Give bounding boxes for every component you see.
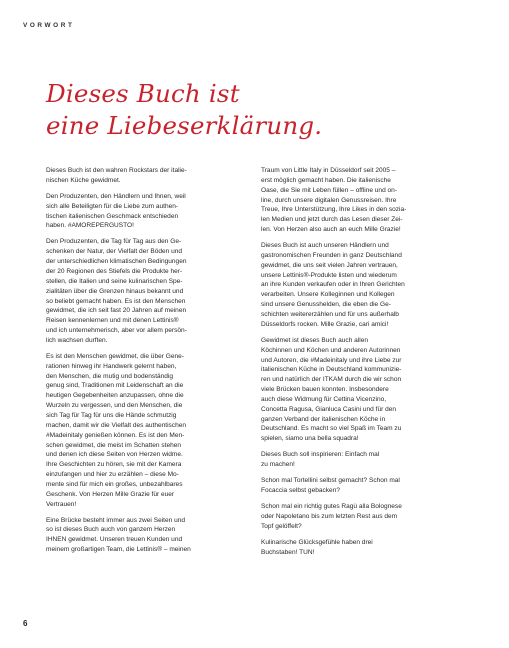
text-line: Oase, die Sie mit Leben füllen – offline und on- [261, 186, 397, 194]
text-line: so beliebt gemacht haben. Es ist den Menschen [46, 297, 186, 305]
title-line-1: Dieses Buch ist [46, 79, 240, 108]
paragraph [46, 352, 224, 510]
text-line: #Madeinitaly genießen können. Es ist den Men- [46, 431, 185, 439]
text-line: IHNEN gewidmet. Unseren treuen Kunden und [46, 536, 183, 544]
paragraph [261, 538, 441, 558]
text-line: machen, damit wir die Vielfalt des authentischen [46, 421, 186, 429]
text-line: der 20 Regionen des Stiefels die Produkte her- [46, 267, 183, 275]
title-line-2: eine Liebeserklärung. [46, 111, 323, 140]
text-line: Dieses Buch ist den wahren Rockstars der italie- [46, 167, 187, 174]
text-line: unsere Lettinis®-Produkte listen und wiederum [261, 271, 397, 279]
text-line: Reisen kennenlernen und mit denen Lettinis® [46, 317, 179, 325]
text-line: heutigen Gegebenheiten anzupassen, ohne die [46, 392, 184, 400]
text-column-left [46, 166, 224, 561]
text-line: ganzen Verband der italienischen Köche in [261, 415, 386, 423]
text-line: Köchinnen und Köchen und anderen Autorinnen [261, 346, 401, 354]
paragraph [46, 516, 224, 555]
text-line: zialitäten über die Grenzen hinaus bekannt und [46, 287, 184, 295]
page-title [46, 78, 322, 142]
text-line: der unterschiedlichen klimatischen Bedingungen [46, 258, 187, 266]
text-line: haben. #AMOREPERGUSTO! [46, 222, 134, 230]
text-line: genug sind, Traditionen mit Leidenschaft an die [46, 382, 184, 390]
text-line: line, durch unsere digitalen Genussreisen. Ihre [261, 196, 397, 204]
text-line: schenken der Natur, der Vielfalt der Böden und [46, 248, 182, 256]
text-line: Geschenk. Von Herzen Mille Grazie für euer [46, 490, 175, 498]
text-line: schen gewidmet, die meist im Schatten stehen [46, 441, 182, 449]
text-line: oder Napoletano bis zum letzten Rest aus dem [261, 512, 398, 520]
text-line: und ich unternehmerisch, aber vor allem persön- [46, 327, 187, 335]
text-line: stellen, die Italien und seine kulinarischen Spe- [46, 277, 183, 285]
text-line: rationen hinweg ihr Handwerk gelernt haben, [46, 362, 177, 370]
text-line: erst möglich gemacht haben. Die italienische [261, 176, 391, 184]
text-line: Concetta Ragusa, Gianluca Casini und für den [261, 405, 397, 413]
text-line: gewidmet, die ich seit fast 20 Jahren auf meinen [46, 307, 187, 315]
text-line: viele Brücken bauen konnten. Insbesondere [261, 386, 389, 394]
text-line: Focaccia selbst gebacken? [261, 487, 340, 495]
paragraph [261, 476, 441, 496]
text-line: gastronomischen Freunden in ganz Deutschland [261, 251, 402, 259]
text-line: Gewidmet ist dieses Buch auch allen [261, 336, 368, 344]
text-line: Deutschland. Es macht so viel Spaß im Team zu [261, 425, 402, 433]
page-number: 6 [23, 619, 28, 628]
text-line: Topf gelöffelt? [261, 522, 302, 530]
text-line: Wurzeln zu vergessen, und den Menschen, die [46, 402, 183, 410]
text-line: meinem großartigen Team, die Lettinis® – meinen [46, 546, 191, 554]
text-line: gewidmet, die uns seit vielen Jahren vertrauen, [261, 261, 398, 269]
text-column-right [261, 166, 441, 564]
text-line: spielen, siamo una bella squadra! [261, 435, 359, 443]
paragraph [261, 336, 441, 444]
text-line: ren und natürlich der ITKAM durch die wir schon [261, 376, 402, 384]
paragraph [46, 166, 224, 186]
text-line: Es ist den Menschen gewidmet, die über Gene- [46, 352, 184, 360]
text-line: sich Tag für Tag für uns die Hände schmutzig [46, 411, 177, 419]
paragraph [46, 237, 224, 345]
text-line: zu machen! [261, 461, 295, 469]
text-line: Traum von Little Italy in Düsseldorf seit 2005 – [261, 167, 396, 174]
text-line: so ist dieses Buch auch von ganzem Herzen [46, 526, 176, 534]
text-line: Den Produzenten, die Tag für Tag aus den Ge- [46, 238, 182, 246]
text-line: len Medien und jetzt durch das Lesen dieser Zei- [261, 216, 403, 224]
text-line: Schon mal ein richtig gutes Ragù alla Bolognese [261, 503, 402, 511]
text-line: und Autoren, die #Madeinitaly und ihre Liebe zur [261, 356, 402, 364]
text-line: an ihre Kunden verkaufen oder in Ihren Gerichten [261, 281, 405, 289]
text-line: Eine Brücke besteht immer aus zwei Seiten und [46, 516, 186, 524]
text-line: den Menschen, die mutig und bodenständig [46, 372, 174, 380]
paragraph [261, 502, 441, 532]
text-line: und denen ich diese Seiten von Herzen widme. [46, 451, 183, 459]
text-line: Den Produzenten, den Händlern und Ihnen, weil [46, 192, 186, 200]
text-line: Dieses Buch soll inspirieren: Einfach mal [261, 451, 380, 459]
text-line: Schon mal Tortellini selbst gemacht? Schon mal [261, 477, 400, 485]
paragraph [261, 166, 441, 235]
text-line: sich alle Beteiligten für die Liebe zum authen- [46, 202, 179, 210]
text-line: Buchstaben! TUN! [261, 548, 315, 556]
text-line: Treue, Ihre Unterstützung, Ihre Likes in den sozia- [261, 206, 407, 214]
text-line: auch diese Widmung für Cettina Vicenzino, [261, 395, 387, 403]
text-line: Dieses Buch ist auch unseren Händlern und [261, 242, 389, 250]
text-line: sind unsere Genusshelden, die eben die Ge- [261, 301, 391, 309]
section-label: VORWORT [23, 22, 75, 29]
text-line: Vertrauen! [46, 500, 77, 508]
text-line: len. Von Herzen also auch an euch Mille Grazie! [261, 226, 401, 234]
text-line: tischen italienischen Geschmack entschieden [46, 212, 179, 220]
text-line: verarbeiten. Unsere Kolleginnen und Kollegen [261, 291, 395, 299]
text-line: Düsseldorfs rocken. Mille Grazie, cari amici! [261, 320, 389, 328]
paragraph [261, 241, 441, 330]
paragraph [46, 192, 224, 231]
text-line: mente sind für mich ein großes, unbezahlbares [46, 480, 183, 488]
text-line: italienischen Küche in Deutschland kommunizie- [261, 366, 402, 374]
text-line: lich wachsen durften. [46, 336, 108, 344]
text-line: Ihre Geschichten zu hören, sie mit der Kamera [46, 461, 182, 469]
text-line: einzufangen und hier zu erzählen – diese Mo- [46, 471, 179, 479]
text-line: schichten weitererzählen und für uns außerhalb [261, 311, 399, 318]
paragraph [261, 450, 441, 470]
text-line: Kulinarische Glücksgefühle haben drei [261, 538, 373, 546]
text-line: nischen Küche gewidmet. [46, 176, 121, 184]
